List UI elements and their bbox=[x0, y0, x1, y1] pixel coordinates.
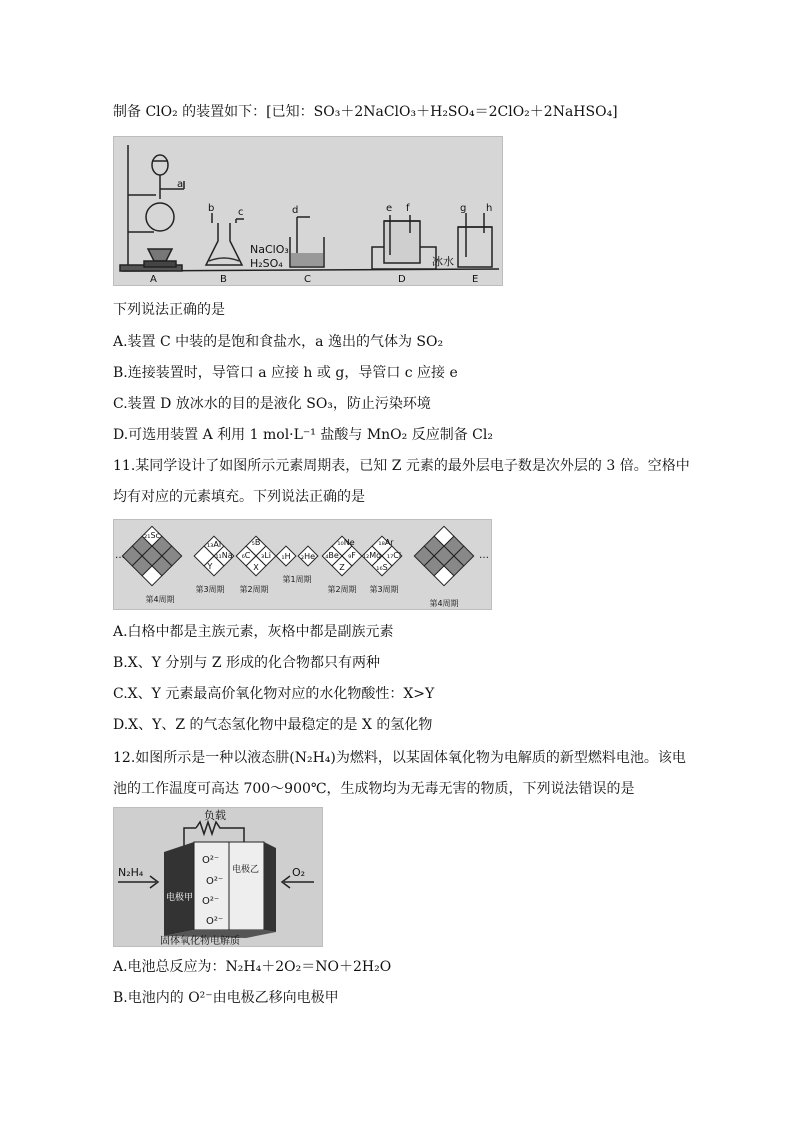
cell-al: ₁₃Al bbox=[206, 540, 222, 549]
cell-na: ₁₁Na bbox=[215, 551, 233, 560]
cell-li: ₃Li bbox=[261, 551, 271, 560]
cell-cl: ₁₇Cl bbox=[386, 551, 402, 560]
period-2-right: 第2周期 bbox=[327, 585, 357, 594]
dots-right: … bbox=[479, 550, 489, 561]
letter-a: a bbox=[177, 179, 184, 190]
period-3-left: 第3周期 bbox=[195, 585, 225, 594]
q12-stem-2: 池的工作温度可高达 700～900℃，生成物均为无毒无害的物质，下列说法错误的是 bbox=[113, 781, 635, 797]
ion-2: O²⁻ bbox=[206, 876, 224, 887]
cell-c: ₆C bbox=[241, 551, 251, 560]
cell-ne: ₁₀Ne bbox=[337, 538, 355, 547]
ion-4: O²⁻ bbox=[206, 916, 224, 927]
cell-sc: ₂₁Sc bbox=[144, 531, 160, 540]
period-1: 第1周期 bbox=[282, 575, 312, 584]
cell-x: X bbox=[253, 563, 259, 572]
cell-h: ₁H bbox=[281, 552, 291, 561]
cell-mg: ₁₂Mg bbox=[362, 551, 382, 560]
q11-option-b: B.X、Y 分别与 Z 形成的化合物都只有两种 bbox=[113, 655, 381, 671]
q11-option-d: D.X、Y、Z 的气态氢化物中最稳定的是 X 的氢化物 bbox=[113, 717, 433, 733]
apparatus-figure bbox=[113, 136, 503, 286]
q10-option-a: A.装置 C 中装的是饱和食盐水，a 逸出的气体为 SO₂ bbox=[113, 334, 444, 350]
cell-ar: ₁₈Ar bbox=[378, 538, 394, 547]
electrolyte-caption: 固体氧化物电解质 bbox=[160, 936, 240, 946]
cell-z: Z bbox=[339, 563, 345, 572]
letter-b: b bbox=[208, 203, 215, 214]
letter-e: e bbox=[386, 203, 393, 214]
fuel-n2h4: N₂H₄ bbox=[118, 866, 144, 879]
cell-f: ₉F bbox=[348, 551, 356, 560]
letter-c: c bbox=[238, 207, 244, 218]
label-B: B bbox=[220, 274, 227, 285]
label-A: A bbox=[150, 274, 157, 285]
letter-d: d bbox=[292, 205, 299, 216]
letter-g: g bbox=[460, 203, 467, 214]
period-2-left: 第2周期 bbox=[239, 585, 269, 594]
period-4-right: 第4周期 bbox=[429, 599, 459, 608]
letter-h: h bbox=[486, 203, 493, 214]
electrode-yi: 电极乙 bbox=[232, 865, 260, 875]
q11-option-c: C.X、Y 元素最高价氧化物对应的水化物酸性：X>Y bbox=[113, 686, 435, 702]
label-E: E bbox=[472, 274, 479, 285]
label-C: C bbox=[304, 274, 311, 285]
q12-option-b: B.电池内的 O²⁻由电极乙移向电极甲 bbox=[113, 990, 339, 1006]
fuel-cell-figure bbox=[113, 807, 323, 947]
cell-he: ₂He bbox=[300, 552, 316, 561]
apparatus-intro: 制备 ClO₂ 的装置如下：[已知：SO₃＋2NaClO₃＋H₂SO₄＝2ClO₂＋2NaHSO₄] bbox=[113, 104, 618, 120]
cell-y: Y bbox=[207, 562, 213, 571]
reagent-naclo3: NaClO₃ bbox=[250, 243, 289, 256]
q12-stem-1: 12.如图所示是一种以液态肼(N₂H₄)为燃料，以某固体氧化物为电解质的新型燃料电池。该电 bbox=[113, 750, 686, 766]
q10-option-d: D.可选用装置 A 利用 1 mol·L⁻¹ 盐酸与 MnO₂ 反应制备 Cl₂ bbox=[113, 427, 493, 443]
period-4-left: 第4周期 bbox=[145, 595, 175, 604]
ion-1: O²⁻ bbox=[202, 855, 220, 866]
q11-option-a: A.白格中都是主族元素，灰格中都是副族元素 bbox=[113, 624, 394, 640]
ice-water-label: 冰水 bbox=[432, 255, 454, 268]
letter-f: f bbox=[406, 203, 410, 214]
reagent-h2so4: H₂SO₄ bbox=[250, 257, 283, 270]
cell-b: ₅B bbox=[251, 538, 261, 547]
cell-be: ₄Be bbox=[325, 551, 339, 560]
oxidant-o2: O₂ bbox=[292, 866, 306, 879]
ion-3: O²⁻ bbox=[202, 896, 220, 907]
periodic-table-figure bbox=[113, 519, 492, 610]
dots-left: … bbox=[115, 550, 125, 561]
q11-stem-1: 11.某同学设计了如图所示元素周期表，已知 Z 元素的最外层电子数是次外层的 3 倍。空格中 bbox=[113, 458, 690, 474]
q12-option-a: A.电池总反应为：N₂H₄＋2O₂＝NO＋2H₂O bbox=[113, 959, 392, 975]
label-D: D bbox=[398, 274, 406, 285]
period-3-right: 第3周期 bbox=[369, 585, 399, 594]
cell-s: ₁₆S bbox=[376, 563, 388, 572]
q10-option-b: B.连接装置时，导管口 a 应接 h 或 g，导管口 c 应接 e bbox=[113, 365, 458, 381]
load-label: 负载 bbox=[204, 809, 226, 822]
q10-option-c: C.装置 D 放冰水的目的是液化 SO₃，防止污染环境 bbox=[113, 396, 431, 412]
q10-prompt: 下列说法正确的是 bbox=[113, 302, 225, 318]
electrode-jia: 电极甲 bbox=[166, 893, 194, 903]
q11-stem-2: 均有对应的元素填充。下列说法正确的是 bbox=[113, 489, 365, 505]
